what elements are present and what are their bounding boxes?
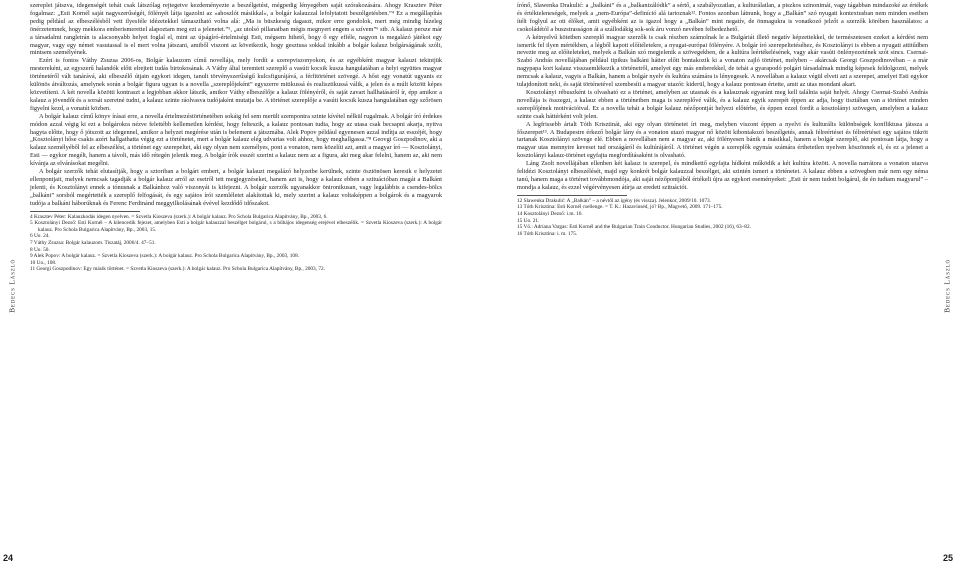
left-running-head <box>2 0 22 572</box>
right-page <box>480 0 959 572</box>
footnote-10: 10 Uo., 108. <box>30 259 57 266</box>
left-footnote-rule <box>30 211 140 212</box>
right-paragraph-1: írónő, Slawenka Drakulić: a „balkáni” és a „balkanizálódik” a sértő, a szabályozatlan, a kulturálatlan, a piszkos szinonimái, vagy tágabban mindazoké az értékek és értékteleneségek, melyek a „nem-Európa”-definíció alá tartoznak¹². Fontos azonban látnunk, hogy a „Balkán” szó nyugati kontextusban nem minden esetben ítélt foglyul az ott élőket, amit egyébként az is igazol hogy a „Balkán” mint negatív, de önmagukra is vonatkozó jelzőt a szerzők körében használatos: a csokoládétól a buszstrasságon át a szállodákig sok-sok áru vonzó nevében felbedezhető. <box>517 2 928 33</box>
left-running-head-text: Bedecs László <box>7 259 17 313</box>
right-footnote-rule <box>517 195 627 196</box>
right-paragraph-3: Kosztolányi rébuszként is olvasható ez a történet, amelyben az utasnak és a kalauznak egyaránt meg kell találnia saját helyét. Ahogy Csernai-Szabó András novellája is összegzi, a kalauz ebben a történetben maga is szereplővé válik, és a kalauz egyik szerepét éppen az adja, hogy tisztában van a történet minden szereplőjének motivációival. Ez a novella tehát a bolgár kalauz nézőpontját helyezi előtérbe, és éppen ezzel fordít a kosztolányi szövegen, amelyben a kalauz szinte csak háttérként volt jelen. <box>517 88 928 120</box>
left-paragraph-4: A bolgár szerzők tehát elutasítják, hogy a sztoriban a bolgárt embert, a bolgár kalauzt megalázó helyzetbe kerülnek, szinte ösztönösen keresik e helyzetet ellenpontjait, melyek nemcsak tagadják a bolgár kalauz arról az esetről tett megjegyzéseket, hanem azt is, hogy a kalauz ebben a szituációban magát a Balkánt jelenti, és Kosztolányi ennek a tónusnak a Balkánhoz való viszonyát is kifejezni. A bolgár szerzők ugyanakkor önironikusan, vagy legalábbis a csendes-bölcs „balkáni” sorsból megértették a szereplő felfogását, és egy sajátos írói szemléletet alakítottak ki, mely szerint a kalauz voltaképpen a bolgárok és a magyarok tudója a balkáni háborúknak és Ferenc Ferdinánd meggyilkolásának évével kezdődő időszakot. <box>30 168 442 207</box>
right-running-head <box>937 0 957 572</box>
right-running-head-text: Bedecs László <box>942 259 952 313</box>
left-paragraph-1: szereplet játszva, idegenségét tehát csak látszólag rejtegetve kezdeményezte a beszélgetést, mégpedig lényegében saját szórakozására. Ahogy Krasztev Péter fogalmaz: „Esti Kornél saját nagyszerűségét, fölényét látja igazolni az »ahoszlót másikkal«, a bolgár kalauzzal lefolytatott beszélgetésben.”⁴ Ez a megállapítás pedig például az elbeszélésből vett ilyesféle idézetekkel támasztható volna alá: „Ma is büszkeség dagaszt, mikor erre gondolok, mert még mindig hízeleg önérzetemnek, hogy mekkora emberismerettel alapoztam meg ezt a jelenetet.”⁵, „az utolsó pillanatban mégis megnyert engem a szívem”⁶ stb. A kalauz persze már a társadalmi rangletrán is alacsonyabb helyet foglal el, mint az újságíró-értelmiségi Esti, mégsem hihető, hogy ő egy efféle, nagyon is megalázó játékot egy magyar, vagy egy német vasutassal is el mert volna játszani, amiből viszont az következik, hogy gesztusa sokkal inkább a bolgár kalauz bolgárságának szólt, mintsem személyének. <box>30 2 442 57</box>
footnote-6: 6 Uo. 24. <box>30 233 50 240</box>
right-body-text <box>517 2 928 237</box>
left-footnotes <box>30 214 442 273</box>
left-body-text <box>30 2 442 273</box>
footnote-14: 14 Kosztolányi Dezső: i.m. 16. <box>517 210 583 217</box>
footnote-8: 8 Uo. 50. <box>30 246 50 253</box>
footnote-4: 4 Krasztev Péter: Kalauzkodás idegen nyelven. = Szvetla Kioszeva (szerk.): A bolgár kalauz. Pro Schola Bulgarica Alapítvány, Bp., 2003, 6. <box>30 213 328 220</box>
right-paragraph-4: A legfrissebb ártalt Tóth Krisztinát, aki egy olyan történetet írt meg, melyben viszont éppen a nyelvi és kulturális különbségek konfliktusa játssza a főszerepet¹³. A Budapestre érkező bolgár lány és a vonaton utazó magyar nő között kibontakozó beszélgetés, annak félreértései és félreértései egy sajátos tükröt tartanak Kosztolányi szövege elé. Ebben a novellában nem a magyar az, aki fölényesen bánik a másikkal, hanem a bolgár szereplő, aki pontosan látja, hogy a magyar utas mennyire keveset tud országáról és kultúrájáról. A történet végén a szereplők egymás számára érthetetlen nyelven köszönnek el, és ez a jelenet a kosztolányi kalauz-történet egyfajta megfordításaként is olvasható. <box>517 120 928 160</box>
footnote-11: 11 Georgi Goszpodinov: Egy másik történet. = Szvetla Kioszeva (szerk.): A bolgár kalauz. Pro Schola Bulgarica Alapítvány, Bp., 2003, 72. <box>30 266 325 273</box>
left-paragraph-3: A bolgár kalauz című könyv írásai erre, a novella értelmezéstörténetében sokáig fel sem merült szempontra szinte kívétel nélkül rugalmak. A bolgár író érdekes módon azzal végig ki ezt a bolgárokra nézve felettébb kellemetlen kérdést, hogy felteszik, a kalauz pontosan tudta, hogy az utasa csak becsapni akarja, nyitva hagyta előtte, hogy ő jótszott az idegennel, amikor a helyzet megérése után is belement a játszmába. Alek Popov például egyenesen azzal indítja az esszéjét, hogy „Kosztolányi hőse csakis azért hallgathatta végig ezt a történetet, mert a bolgár kalauz elég udvarias volt ahhoz, hogy meghallgassa.”⁸ Geovgi Goszpodinov, aki a kalauz személyéből fel az elbeszélést, a történet egy szerepeltet, aki egy olyan nem személyes, pont a vonaton, nem közelíti azt, amit a magyar író — Kosztolányi, Esti — egykor megélt, hanem a távoli, más idő rétegén jelenik meg. A bolgár írók esszéi szerint a kalauz nem az a figura, aki meg akar felelni, hanem az, aki nem kívánja az elvárásokat megélni. <box>30 112 442 168</box>
left-page-number: 24 <box>3 553 14 563</box>
left-page <box>0 0 479 572</box>
right-paragraph-2: A kétnyelvű kötetben szereplő magyar szerzők is csak részben számolnak le a Bulgáriát illető negatív képzettekkel, de természetesen ezeket a kérdést nem ismerik fel ilyen mértékben, a légből kapott előítéletekre, a nyugat-európai fölényére. A bolgár író szerepeltetéséhez, és Kosztolányi is ebben a nyugati attitűdben nevezte meg az előíteleteket, melyek a Balkán szó megjelenik a szövegekben, de a kultúra leértékelésének, vagy akár vasúti önlényezetének szót sincs. Csernai-Szabó András novellájában például tipikus balkáni hátter előtt bontakozik ki a vonaton zajló történet, melyben – akárcsak Georgi Goszpodinovéban – a már nagypapa kort kalauz visszaemlékezik a történetről, amelyet egy más emberekkel, de tehát a gyarapodó polgári társadalmak mindig képesek feldolgozni, melyek nemcsak a kalauz, vagyis a Balkán, hanem a bolgár nyelv és kultúra számára is lényegesek. A novellában a kalauz végül elveti azt a szerepet, amelyet Esti egykor tulajdonított neki, és saját történetével szembesíti a magyar utazót: kiderül, hogy a kalauz pontosan értette, amit az utas mondani akart. <box>517 33 928 89</box>
footnote-5: 5 Kosztolányi Dezső: Esti Kornél – A kilencedik fejezet, amelyben Esti a bolgár kalauzzal beszélget bolgárul, s a bűbájos idegenség erejével elbeszélik. = Szvetla Kioszeva (szerk.): A bolgár kalauz. Pro Schola Bulgarica Alapítvány, Bp., 2003, 15. <box>30 220 442 233</box>
footnote-7: 7 Váthy Zsuzsa: Bolgár kalauzom. Tiszatáj, 2006/4. 47–51. <box>30 239 156 246</box>
footnote-15: 15 Uo. 21. <box>517 217 540 224</box>
footnote-12: 12 Slawenka Drakulić: A „Balkán” – a névtől az igény (és vissza). Jelenkor, 2009/10. 1073. <box>517 197 711 204</box>
footnote-9: 9 Alek Popov: A bolgár kalauz. = Szvetla Kioszeva (szerk.): A bolgár kalauz. Pro Schola Bulgarica Alapítvány, Bp., 2003, 108. <box>30 253 300 260</box>
left-paragraph-2: Ezért is fontos Váthy Zsuzsa 2006-os, Bolgár kalauzom című novellája, mely fordít a szerepviszonyokon, és az egyébként magyar kalauzt tekintjük mestereként, az egyszerű halandók előtt elrejtett tudás birtokosának. A Váthy által teremtett szereplő a vasúti kocsik kusza hangulatában a helyi együttes magyar történetéről vált tanárává, aki elbeszélő útjain egykori idegen, tanult törvényszerűségű kulcsfigurájává, a férfitörténet szövegé. A hőst egy vonatút ugyanis ez különös átváltozás, amelynek során a bolgár figura ugyan is a novella „szereplőjeként” egyszerre mitikussá és realisztikussá válik, a jelen és a múlt között képes közvetíteni. A két novella közötti kontraszt a legjobban akkor látszik, amikor Váthy elbeszélője a kalauz fölényéről, és saját zavart hallhatásáról ír, épp amikor a kalauz a jövendőt és a sorsát szeretné tudni, a kalauz szinte ráolvasva tudójaként mutatja be. A történet szereplője a vasúti kocsik kusza hangulatában egy szőrösen figyelni kezd, a vonatút közben. <box>30 57 442 112</box>
right-footnotes <box>517 198 928 238</box>
right-page-number: 25 <box>943 553 954 563</box>
footnote-13: 13 Tóth Krisztina: Esti Kornél csellenge. = T. K.: Hazavinséd, jó? Bp., Magvető, 2009. 171–175. <box>517 204 723 211</box>
right-paragraph-5: Láng Zsolt novellájában ellenben két kalauz is szerepel, és mindkettő egyfajta hídként működik a két kultúra között. A novella narrátora a vonaton utazva felidézi Kosztolányi elbeszélését, majd egy konkrét bolgár kalauzzal beszélget, aki szintén ismeri a történetet. A kalauz ebben a szövegben már nem egy néma tanú, hanem maga a történet továbbmondója, aki saját nézőpontjából értékeli újra az egykori eseményeket: „Esti úr nem tudott bolgárul, de én tudtam magyarul” – mondja a kalauz, és ezzel végérvényesen átírja az eredeti szituációt. <box>517 160 928 191</box>
footnote-16: 16 Tóth Krisztina: i. m. 175. <box>517 230 578 237</box>
footnote-15b: 15 Vö.: Adriana Vargas: Esti Kornél and the Bulgarian Train Conductor. Hungarian Studies, 2002 (16), 63–82. <box>517 224 751 231</box>
